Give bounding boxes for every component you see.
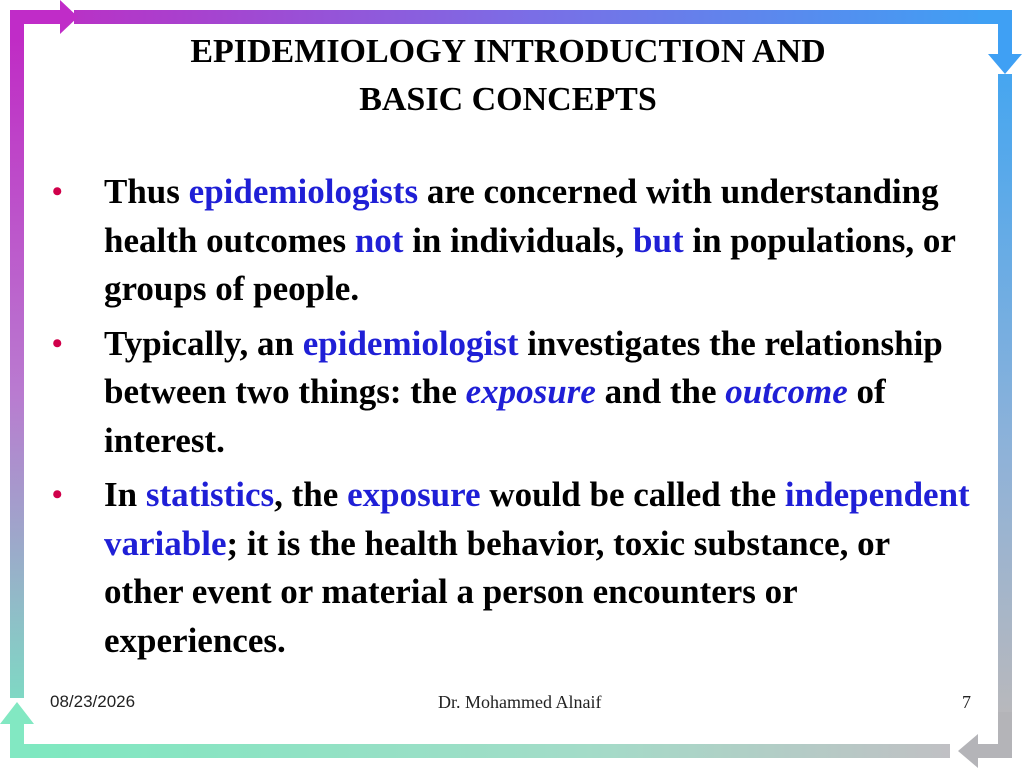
bullet-segment: investigates the relationship between two things: the: [104, 323, 943, 411]
bullet-segment: ; it is the health behavior, toxic substance, or other event or material a person encounters or experiences.: [104, 523, 890, 660]
bullet-highlight-term: epidemiologist: [302, 323, 519, 363]
footer-author: Dr. Mohammed Alnaif: [438, 692, 602, 712]
bullet-segment: Typically, an: [104, 323, 303, 363]
bullet-text: [104, 475, 970, 660]
frame-left-bar: [10, 22, 24, 698]
bullet-highlight-term: not: [354, 220, 404, 260]
bullet-text: [104, 324, 943, 460]
bullet-highlight-term: but: [633, 220, 684, 260]
bullet-dot-icon: •: [52, 478, 63, 511]
frame-arrow-top-right-icon: [978, 10, 1024, 76]
bullet-item: [52, 320, 972, 466]
bullet-segment: , the: [274, 475, 348, 514]
bullet-text: [104, 172, 955, 308]
bullet-dot-icon: •: [52, 326, 63, 360]
slide-title: [100, 28, 916, 124]
bullet-highlight-term: exposure: [347, 475, 481, 514]
slide-title-line-2: BASIC CONCEPTS: [359, 81, 657, 118]
bullet-segment: are concerned with understanding health outcomes: [104, 172, 939, 260]
bullet-item: [52, 168, 972, 314]
bullet-segment: in populations, or groups of people.: [104, 220, 956, 308]
slide-page-number: 7: [962, 692, 971, 712]
bullet-segment: would be called the: [480, 475, 785, 514]
bullet-dot-icon: •: [52, 175, 63, 208]
bullet-segment: of interest.: [104, 372, 886, 460]
bullet-segment: Thus: [104, 172, 189, 211]
bullet-segment: in individuals,: [403, 220, 634, 260]
bullet-segment: and the: [595, 372, 726, 411]
bullet-highlight-term: exposure: [465, 372, 596, 411]
bullet-highlight-term: statistics: [145, 475, 275, 514]
slide-title-line-1: EPIDEMIOLOGY INTRODUCTION AND: [190, 33, 826, 70]
frame-bottom-bar: [30, 744, 950, 758]
bullet-segment: In: [104, 475, 146, 514]
frame-arrow-top-left-icon: [10, 0, 80, 40]
frame-top-bar: [74, 10, 992, 24]
bullet-highlight-term: outcome: [725, 372, 848, 411]
frame-arrow-bottom-left-icon: [0, 698, 46, 768]
bullet-item: [52, 471, 972, 665]
bullet-highlight-term: epidemiologists: [188, 172, 419, 211]
frame-right-bar: [998, 74, 1012, 714]
bullet-highlight-term: independent variable: [104, 475, 970, 563]
footer-date: 08/23/2026: [50, 692, 136, 711]
bullet-list: [52, 168, 972, 671]
frame-arrow-bottom-right-icon: [958, 712, 1024, 768]
